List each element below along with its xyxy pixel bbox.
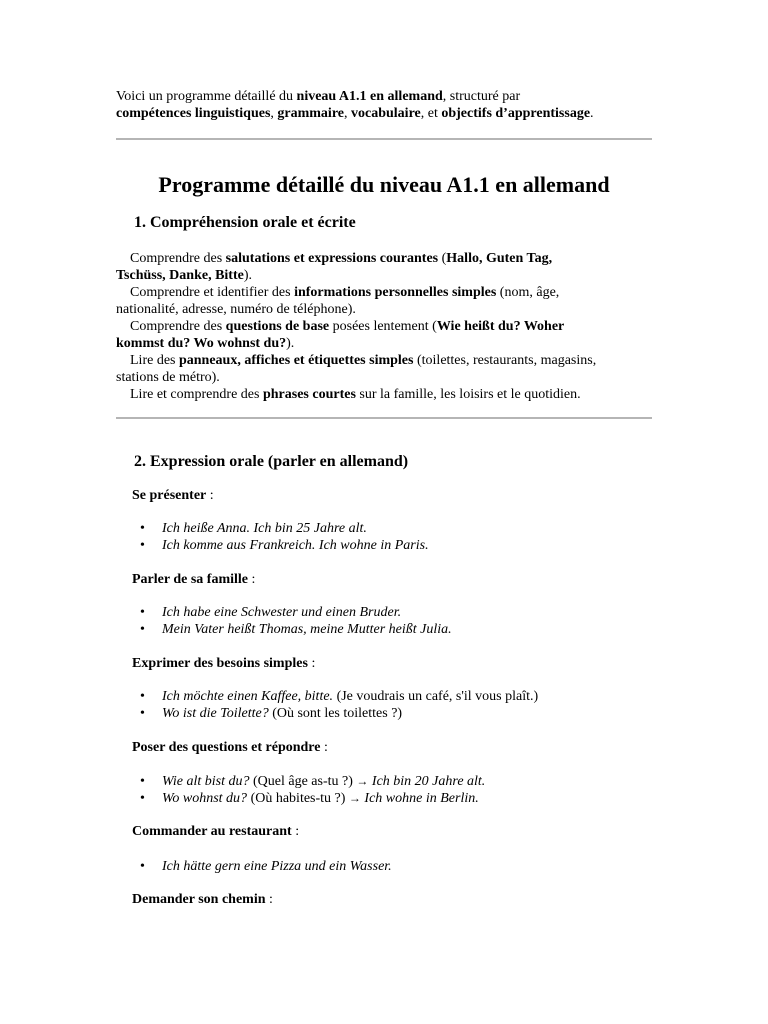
- intro-paragraph: Voici un programme détaillé du niveau A1.1 en allemand, structuré par compétences linguistiques, grammaire, vocabulaire, et objectifs d’apprentissage.: [116, 89, 594, 121]
- section-1-heading: 1. Compréhension orale et écrite: [134, 214, 356, 231]
- group-label-besoins: Exprimer des besoins simples :: [132, 656, 316, 671]
- page-title: Programme détaillé du niveau A1.1 en allemand: [158, 172, 610, 197]
- divider: [116, 138, 652, 140]
- arrow-right-icon: →: [356, 774, 369, 788]
- list-item: • Ich komme aus Frankreich. Ich wohne in Paris.: [140, 538, 429, 553]
- s1-paragraph-2: Comprendre et identifier des informations personnelles simples (nom, âge, nationalité, adresse, numéro de téléphone).: [116, 285, 560, 317]
- group-label-famille: Parler de sa famille :: [132, 572, 256, 587]
- group-label-questions: Poser des questions et répondre :: [132, 740, 328, 755]
- bullet-icon: •: [140, 689, 145, 704]
- section-2-heading: 2. Expression orale (parler en allemand): [134, 453, 409, 470]
- group-label-restaurant: Commander au restaurant :: [132, 824, 300, 839]
- s1-paragraph-4: Lire des panneaux, affiches et étiquettes simples (toilettes, restaurants, magasins, stations de métro).: [116, 353, 597, 385]
- bullet-icon: •: [140, 605, 145, 620]
- bullet-icon: •: [140, 706, 145, 721]
- list-item: • Ich hätte gern eine Pizza und ein Wasser.: [140, 859, 392, 874]
- divider: [116, 417, 652, 419]
- bullet-icon: •: [140, 859, 145, 874]
- s1-paragraph-3: Comprendre des questions de base posées lentement (Wie heißt du? Woher kommst du? Wo wohnst du?).: [116, 319, 565, 351]
- bullet-icon: •: [140, 791, 145, 806]
- list-item: • Ich heiße Anna. Ich bin 25 Jahre alt.: [140, 521, 367, 536]
- s1-paragraph-5: Lire et comprendre des phrases courtes sur la famille, les loisirs et le quotidien.: [130, 387, 581, 402]
- group-label-chemin: Demander son chemin :: [132, 892, 273, 907]
- list-item: • Wo wohnst du? (Où habites-tu ?) → Ich wohne in Berlin.: [140, 791, 479, 806]
- list-item: • Wo ist die Toilette? (Où sont les toilettes ?): [140, 706, 403, 721]
- bullet-icon: •: [140, 521, 145, 536]
- bullet-icon: •: [140, 622, 145, 637]
- group-label-se-presenter: Se présenter :: [132, 488, 214, 503]
- bullet-icon: •: [140, 774, 145, 789]
- list-item: • Mein Vater heißt Thomas, meine Mutter heißt Julia.: [140, 622, 452, 637]
- s1-paragraph-1: Comprendre des salutations et expressions courantes (Hallo, Guten Tag, Tschüss, Danke, Bitte).: [116, 251, 553, 283]
- list-item: • Wie alt bist du? (Quel âge as-tu ?) → Ich bin 20 Jahre alt.: [140, 774, 486, 789]
- section-1-body: [116, 250, 656, 403]
- list-item: • Ich habe eine Schwester und einen Bruder.: [140, 605, 402, 620]
- list-item: • Ich möchte einen Kaffee, bitte. (Je voudrais un café, s'il vous plaît.): [140, 689, 539, 704]
- bullet-icon: •: [140, 538, 145, 553]
- arrow-right-icon: →: [348, 791, 361, 805]
